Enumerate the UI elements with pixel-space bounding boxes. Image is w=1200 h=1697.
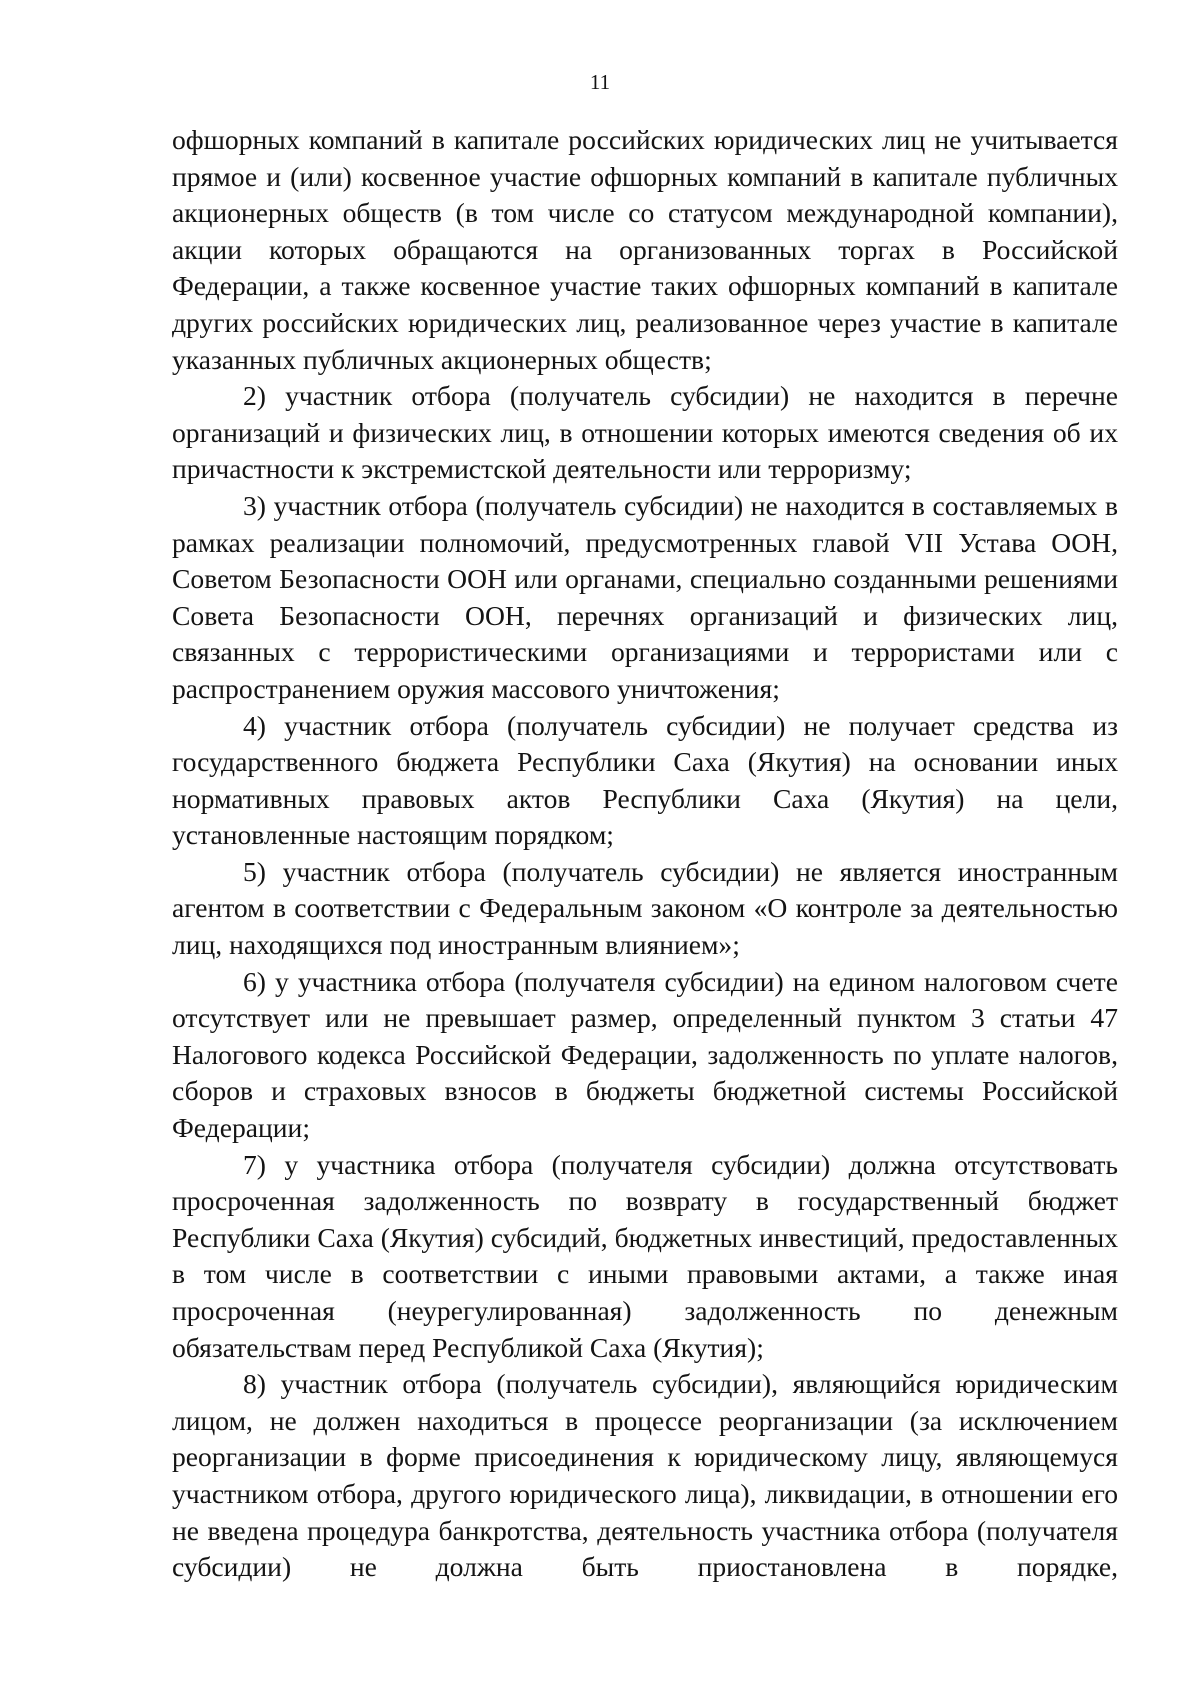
paragraph-item-8: 8) участник отбора (получатель субсидии), являющийся юридическим лицом, не должен находиться в процессе реорганизации (за исключением реорганизации в форме присоединения к юридическому лицу, являющемуся участником отбора, другого юридического лица), ликвидации, в отношении его не введена процедура банкротства, деятельность участника отбора (получателя субсидии) не должна быть приостановлена в порядке, (172, 1368, 1118, 1583)
paragraph-item-5: 5) участник отбора (получатель субсидии) не является иностранным агентом в соответствии с Федеральным законом «О контроле за деятельностью лиц, находящихся под иностранным влиянием»; (172, 855, 1118, 961)
page-number: 11 (589, 70, 611, 94)
paragraph-item-6: 6) у участника отбора (получателя субсидии) на едином налоговом счете отсутствует или не превышает размер, определенный пунктом 3 статьи 47 Налогового кодекса Российской Федерации, задолженность по уплате налогов, сборов и страховых взносов в бюджеты бюджетной системы Российской Федерации; (172, 965, 1118, 1144)
document-body (172, 122, 1118, 1586)
paragraph-item-7: 7) у участника отбора (получателя субсидии) должна отсутствовать просроченная задолженность по возврату в государственный бюджет Республики Саха (Якутия) субсидий, бюджетных инвестиций, предоставленных в том числе в соответствии с иными правовыми актами, а также иная просроченная (неурегулированная) задолженность по денежным обязательствам перед Республикой Саха (Якутия); (172, 1148, 1118, 1363)
paragraph-item-2: 2) участник отбора (получатель субсидии) не находится в перечне организаций и физических лиц, в отношении которых имеются сведения об их причастности к экстремистской деятельности или терроризму; (172, 380, 1118, 485)
paragraph-item-3: 3) участник отбора (получатель субсидии) не находится в составляемых в рамках реализации полномочий, предусмотренных главой VII Устава ООН, Советом Безопасности ООН или органами, специально созданными решениями Совета Безопасности ООН, перечнях организаций и физических лиц, связанных с террористическими организациями и террористами или с распространением оружия массового уничтожения; (172, 489, 1118, 704)
paragraph-item-4: 4) участник отбора (получатель субсидии) не получает средства из государственного бюджета Республики Саха (Якутия) на основании иных нормативных правовых актов Республики Саха (Якутия) на цели, установленные настоящим порядком; (172, 709, 1118, 851)
paragraph-continuation: офшорных компаний в капитале российских юридических лиц не учитывается прямое и (или) косвенное участие офшорных компаний в капитале публичных акционерных обществ (в том числе со статусом международной компании), акции которых обращаются на организованных торгах в Российской Федерации, а также косвенное участие таких офшорных компаний в капитале других российских юридических лиц, реализованное через участие в капитале указанных публичных акционерных обществ; (172, 124, 1118, 375)
